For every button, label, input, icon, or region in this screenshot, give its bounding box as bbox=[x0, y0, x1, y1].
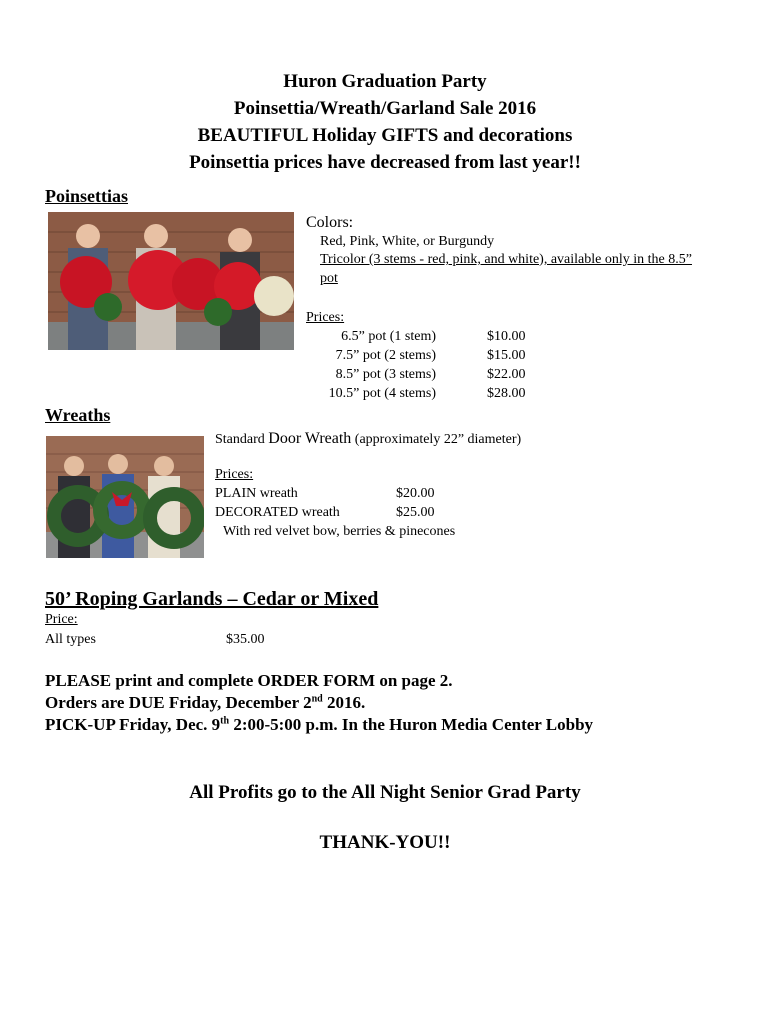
order-line-2-sup: nd bbox=[311, 693, 323, 705]
decorated-wreath-label: DECORATED wreath bbox=[215, 505, 340, 520]
wreath-prices-label: Prices: bbox=[215, 467, 254, 482]
price-row bbox=[306, 329, 546, 348]
price-value: $15.00 bbox=[487, 348, 526, 363]
price-size: 7.5” pot (2 stems) bbox=[335, 348, 436, 363]
poinsettia-prices-label: Prices: bbox=[306, 310, 345, 325]
garland-all-types: All types bbox=[45, 632, 96, 647]
price-size: 10.5” pot (4 stems) bbox=[328, 386, 436, 401]
wreath-desc-bold: Door Wreath bbox=[268, 430, 352, 447]
colors-line-2: Tricolor (3 stems - red, pink, and white), available only in the 8.5” bbox=[320, 252, 692, 267]
header-line-4: Poinsettia prices have decreased from last year!! bbox=[189, 152, 581, 173]
header-line-3: BEAUTIFUL Holiday GIFTS and decorations bbox=[197, 125, 573, 146]
price-row bbox=[306, 386, 546, 405]
price-row bbox=[306, 348, 546, 367]
order-line-2-post: 2016. bbox=[322, 693, 366, 712]
wreath-description bbox=[215, 430, 521, 448]
header-line-2: Poinsettia/Wreath/Garland Sale 2016 bbox=[233, 98, 537, 119]
price-value: $28.00 bbox=[487, 386, 526, 401]
plain-wreath-label: PLAIN wreath bbox=[215, 486, 298, 501]
price-row bbox=[306, 367, 546, 386]
header-line-1: Huron Graduation Party bbox=[283, 71, 487, 92]
poinsettias-title: Poinsettias bbox=[45, 186, 128, 206]
poinsettia-price-table bbox=[306, 329, 546, 405]
order-line-3-sup: th bbox=[220, 715, 230, 727]
price-value: $10.00 bbox=[487, 329, 526, 344]
flyer-header bbox=[0, 68, 770, 176]
colors-line-1: Red, Pink, White, or Burgundy bbox=[320, 234, 495, 249]
garlands-title: 50’ Roping Garlands – Cedar or Mixed bbox=[45, 588, 379, 610]
poinsettia-photo bbox=[48, 212, 294, 350]
order-line-3-post: 2:00-5:00 p.m. In the Huron Media Center Lobby bbox=[229, 715, 594, 734]
order-line-1: PLEASE print and complete ORDER FORM on page 2. bbox=[45, 671, 453, 690]
thank-you: THANK-YOU!! bbox=[319, 832, 451, 853]
poinsettia-details bbox=[306, 214, 692, 287]
order-line-2 bbox=[45, 693, 365, 713]
decorated-wreath-price: $25.00 bbox=[396, 505, 435, 520]
wreaths-title: Wreaths bbox=[45, 405, 111, 425]
wreath-photo bbox=[46, 436, 204, 558]
price-value: $22.00 bbox=[487, 367, 526, 382]
colors-label: Colors: bbox=[306, 214, 354, 231]
plain-wreath-price: $20.00 bbox=[396, 486, 435, 501]
colors-line-3: pot bbox=[320, 271, 338, 286]
garland-price: $35.00 bbox=[226, 632, 265, 647]
garland-price-label: Price: bbox=[45, 612, 78, 627]
wreath-desc-pre: Standard bbox=[215, 432, 269, 447]
decorated-wreath-note: With red velvet bow, berries & pinecones bbox=[223, 524, 456, 539]
order-line-3-pre: PICK-UP Friday, Dec. 9 bbox=[45, 715, 221, 734]
price-size: 6.5” pot (1 stem) bbox=[341, 329, 436, 344]
order-line-3 bbox=[45, 715, 593, 735]
profits-note: All Profits go to the All Night Senior Grad Party bbox=[189, 782, 581, 803]
price-size: 8.5” pot (3 stems) bbox=[335, 367, 436, 382]
wreath-desc-post: (approximately 22” diameter) bbox=[351, 432, 522, 447]
order-line-2-pre: Orders are DUE Friday, December 2 bbox=[45, 693, 312, 712]
